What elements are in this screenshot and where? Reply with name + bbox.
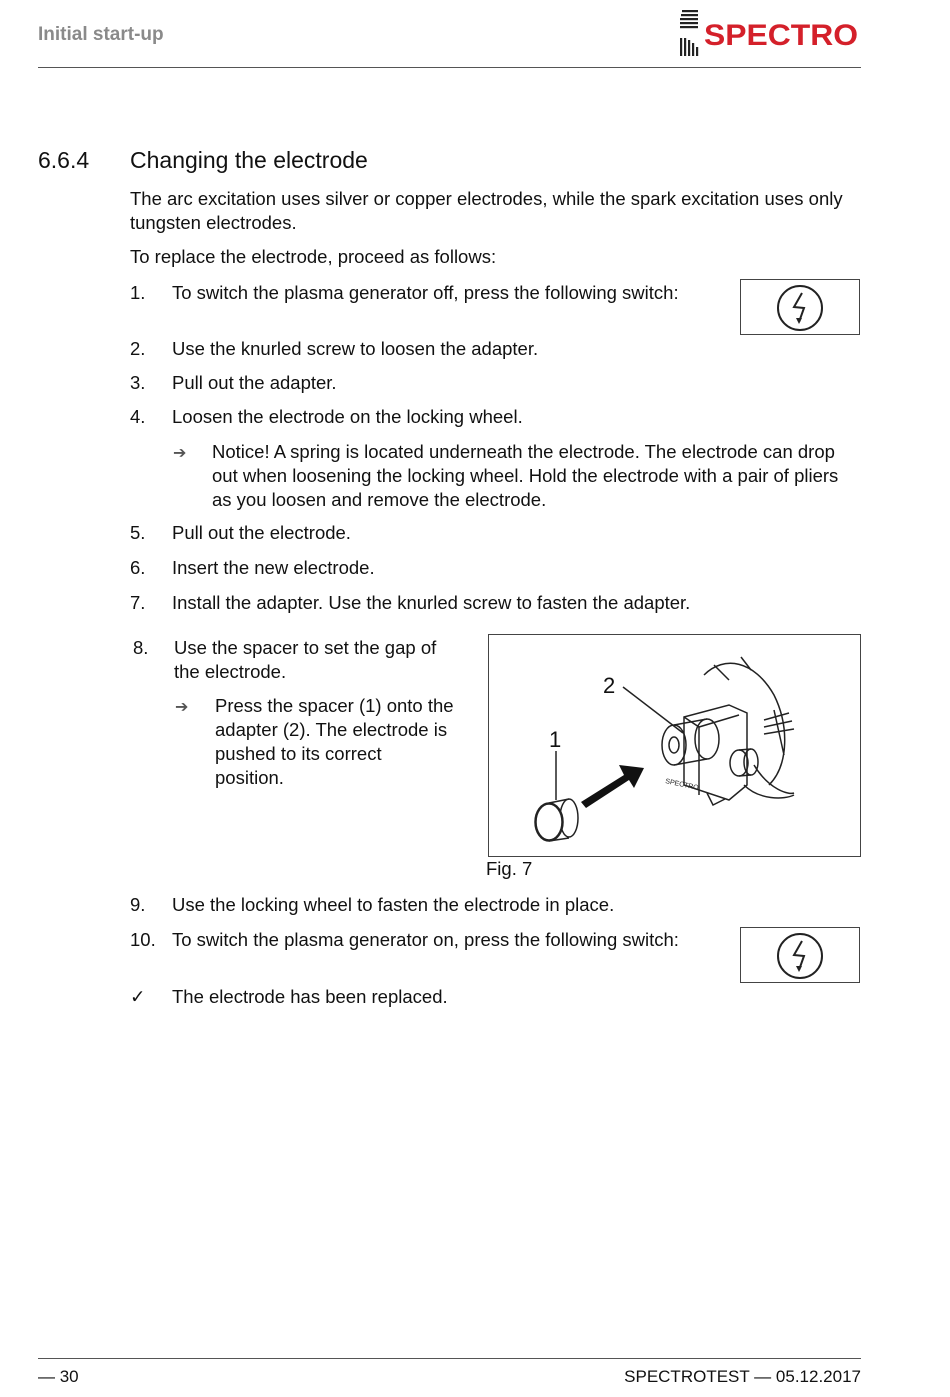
step4-note: Notice! A spring is located underneath the electrode. The electrode can drop out when loosening the locking wheel. Hold the electrode with a pair of pliers as you loosen and remove the electrode. [212, 441, 839, 510]
step-text: Insert the new electrode. [172, 557, 375, 578]
step-text: To switch the plasma generator on, press the following switch: [172, 929, 679, 950]
step-text: Use the spacer to set the gap of the electrode. [174, 637, 437, 682]
note-arrow-icon: ➔ [173, 445, 187, 462]
figure-caption: Fig. 7 [486, 858, 533, 879]
step-text: Install the adapter. Use the knurled screw to fasten the adapter. [172, 592, 691, 613]
header-title: Initial start-up [38, 24, 164, 45]
step-number: 1. [130, 282, 146, 303]
spectro-logo [678, 8, 863, 60]
high-voltage-switch-icon [741, 928, 859, 982]
figure-7 [488, 634, 861, 857]
step8-note: Press the spacer (1) onto the adapter (2). The electrode is pushed to its correct position. [215, 695, 454, 788]
step-number: 10. [130, 929, 156, 950]
switch-on-box [740, 927, 860, 983]
switch-off-box [740, 279, 860, 335]
high-voltage-switch-icon [741, 280, 859, 334]
step-text: Pull out the adapter. [172, 372, 337, 393]
document-info: SPECTROTEST — 05.12.2017 [624, 1367, 861, 1386]
header-rule [38, 67, 861, 68]
step-text: To switch the plasma generator off, press the following switch: [172, 282, 679, 303]
step-number: 9. [130, 894, 146, 915]
section-number: 6.6.4 [38, 147, 90, 173]
intro-paragraph: The arc excitation uses silver or copper electrodes, while the spark excitation uses only tungsten electrodes. [130, 188, 843, 233]
step-text: Pull out the electrode. [172, 522, 351, 543]
step-number: 4. [130, 406, 146, 427]
part-label: SPECTRO [664, 778, 700, 792]
intro-lead: To replace the electrode, proceed as follows: [130, 246, 497, 267]
step-number: 5. [130, 522, 146, 543]
figure-label-2: 2 [603, 673, 616, 698]
footer-rule [38, 1358, 861, 1359]
note-arrow-icon: ➔ [175, 699, 189, 716]
step-text: Loosen the electrode on the locking wheel. [172, 406, 523, 427]
page-number: — 30 [38, 1367, 79, 1386]
step-text: Use the knurled screw to loosen the adapter. [172, 338, 539, 359]
figure-label-1: 1 [549, 727, 562, 752]
step-number: 2. [130, 338, 146, 359]
step-text: Use the locking wheel to fasten the electrode in place. [172, 894, 615, 915]
check-icon: ✓ [130, 986, 146, 1007]
logo-text: SPECTRO [704, 19, 858, 52]
step-number: 6. [130, 557, 146, 578]
result-text: The electrode has been replaced. [172, 986, 448, 1007]
step-number: 7. [130, 592, 146, 613]
section-title: Changing the electrode [130, 147, 368, 173]
step-number: 8. [133, 637, 149, 658]
step-number: 3. [130, 372, 146, 393]
